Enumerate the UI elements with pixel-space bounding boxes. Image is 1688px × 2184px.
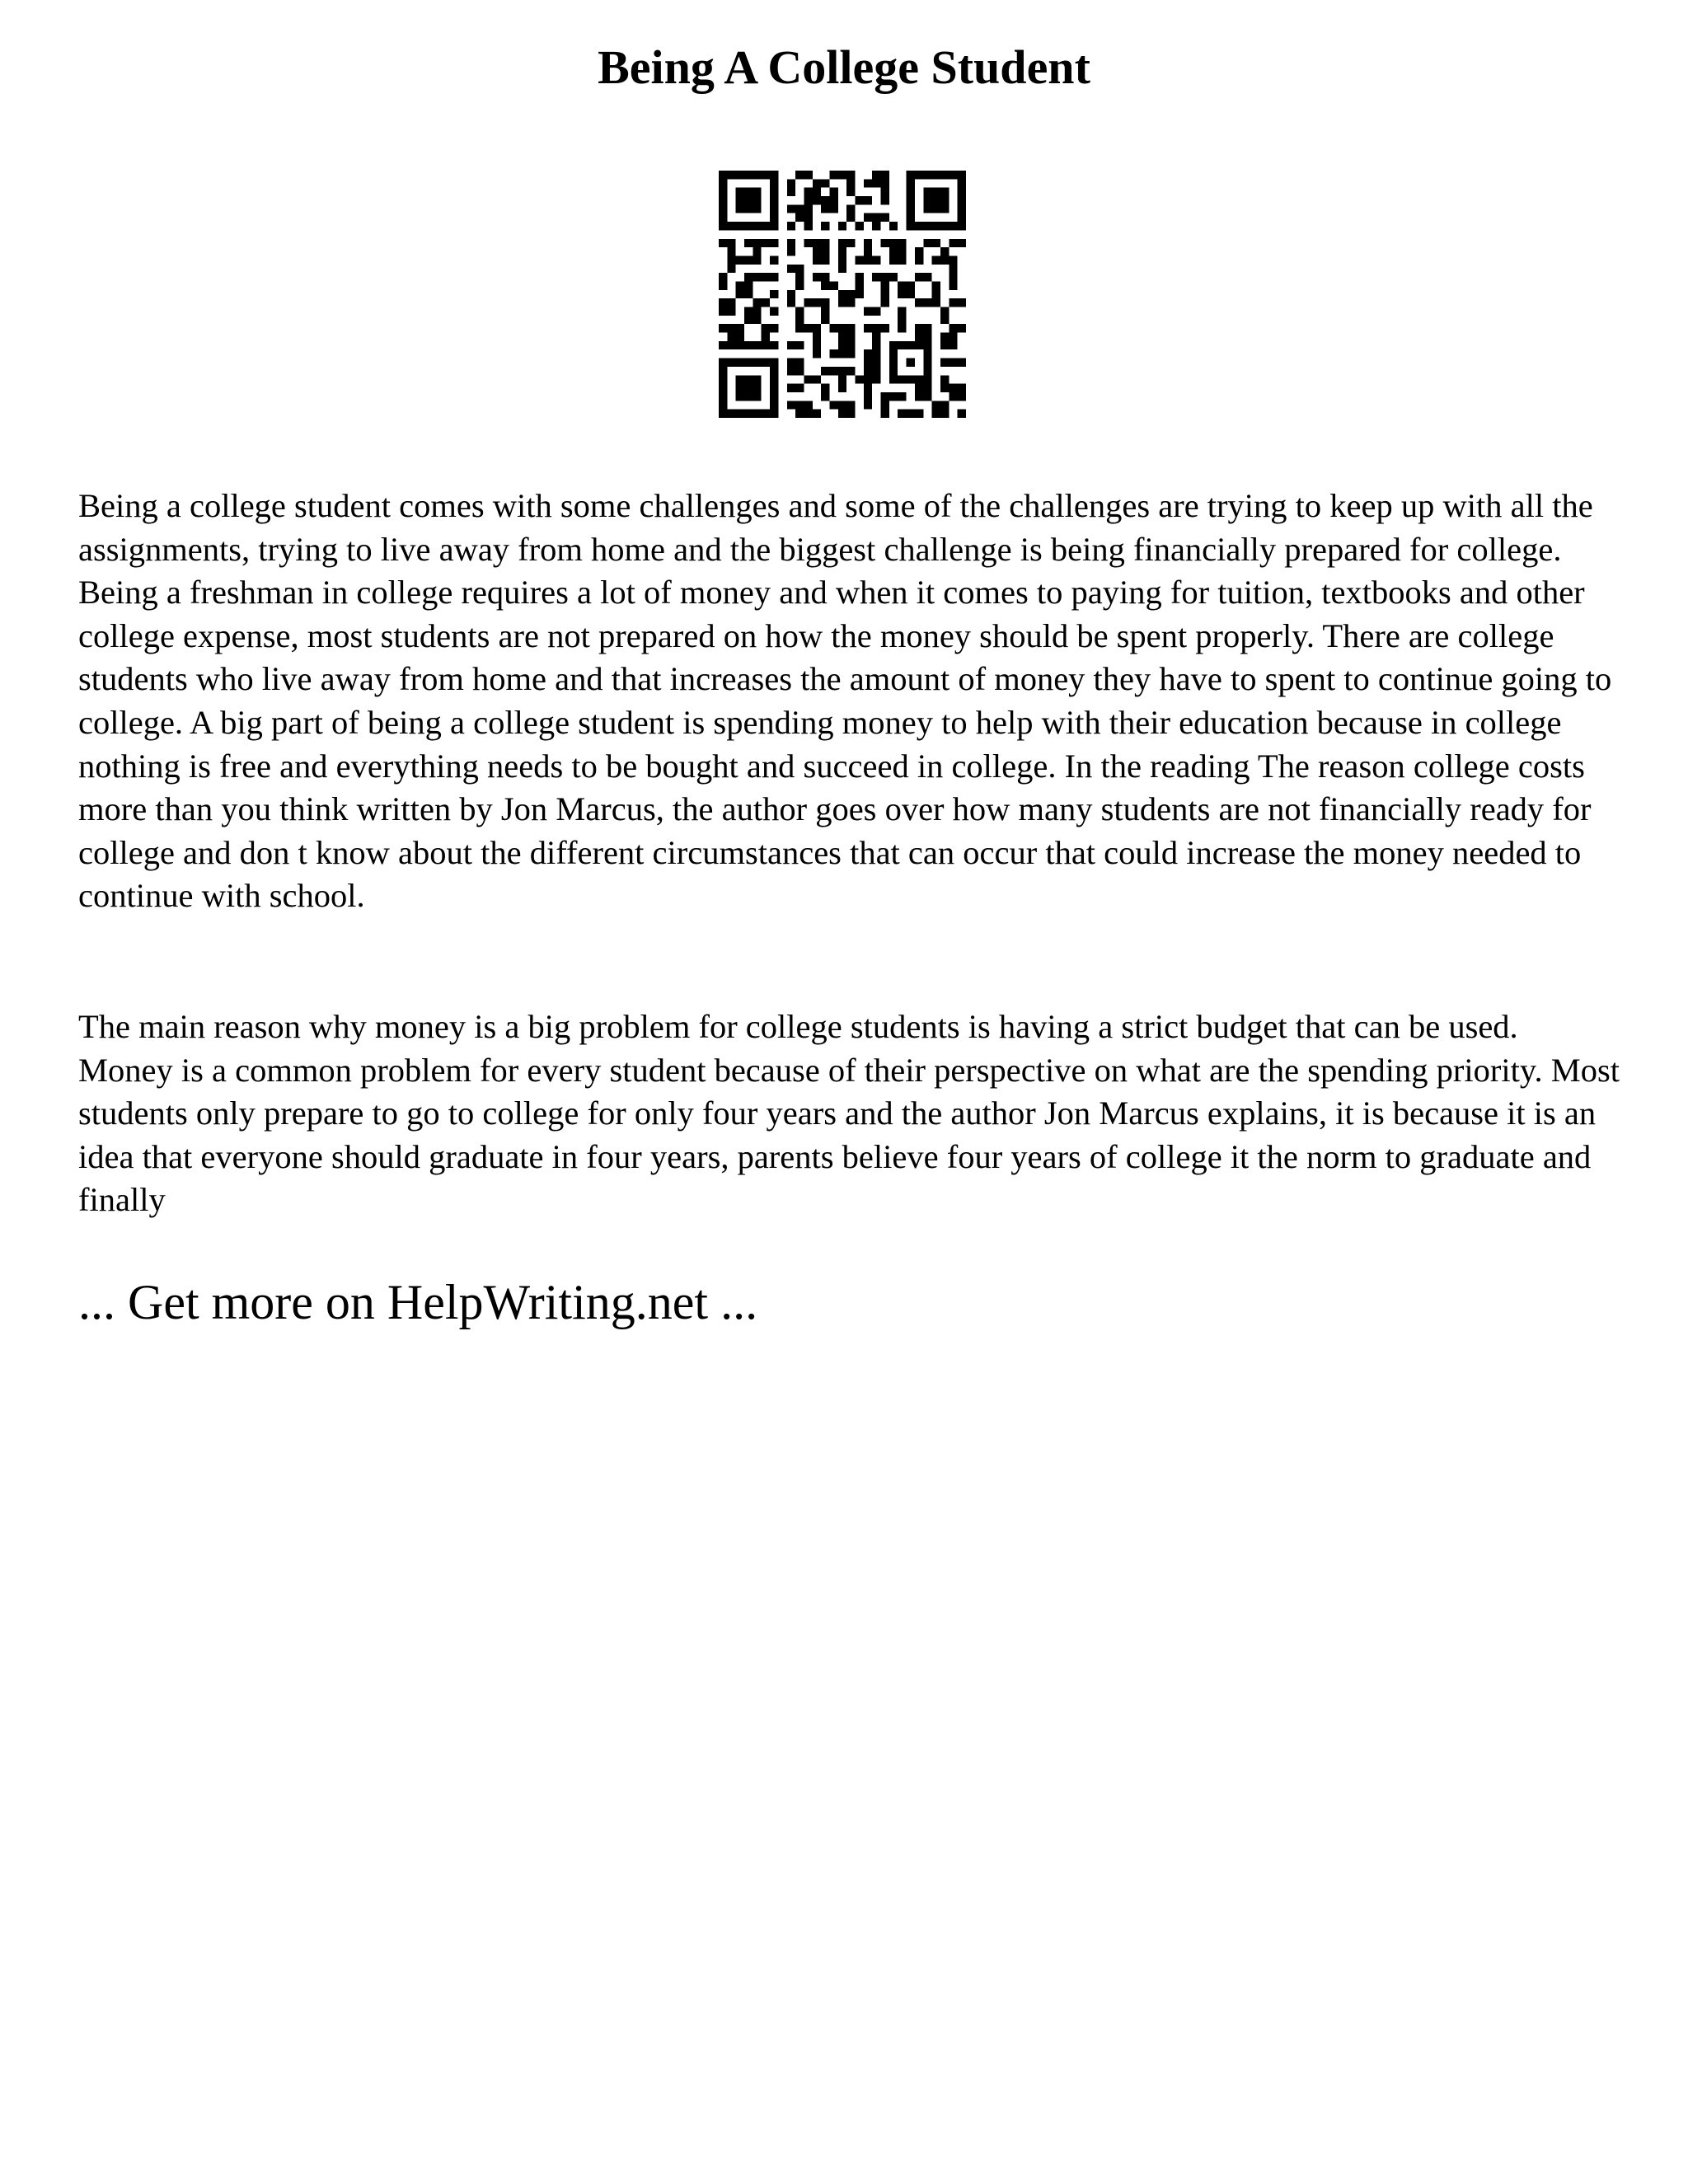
body-paragraph-1: Being a college student comes with some challenges and some of the challenges are trying to keep up with all the assignments, trying to live away from home and the biggest challenge is being financially prepared for college. Being a freshman in college requires a lot of money and when it comes to paying for tuition, textbooks and other college expense, most students are not prepared on how the money should be spent properly. There are college students who live away from home and that increases the amount of money they have to spent to continue going to college. A big part of being a college student is spending money to help with their education because in college nothing is free and everything needs to be bought and succeed in college. In the reading The reason college costs more than you think written by Jon Marcus, the author goes over how many students are not financially ready for college and don t know about the different circumstances that can occur that could increase the money needed to continue with school. bbox=[78, 487, 1612, 915]
get-more-link[interactable]: ... Get more on HelpWriting.net ... bbox=[78, 1275, 758, 1329]
qr-code-icon bbox=[719, 171, 966, 418]
page-title: Being A College Student bbox=[598, 40, 1090, 94]
body-paragraph-2: The main reason why money is a big problem for college students is having a strict budget that can be used. Money is a common problem for every student because of their perspective on what are the spending priority. Most students only prepare to go to college for only four years and the author Jon Marcus explains, it is because it is an idea that everyone should graduate in four years, parents believe four years of college it the norm to graduate and finally bbox=[78, 1008, 1620, 1219]
